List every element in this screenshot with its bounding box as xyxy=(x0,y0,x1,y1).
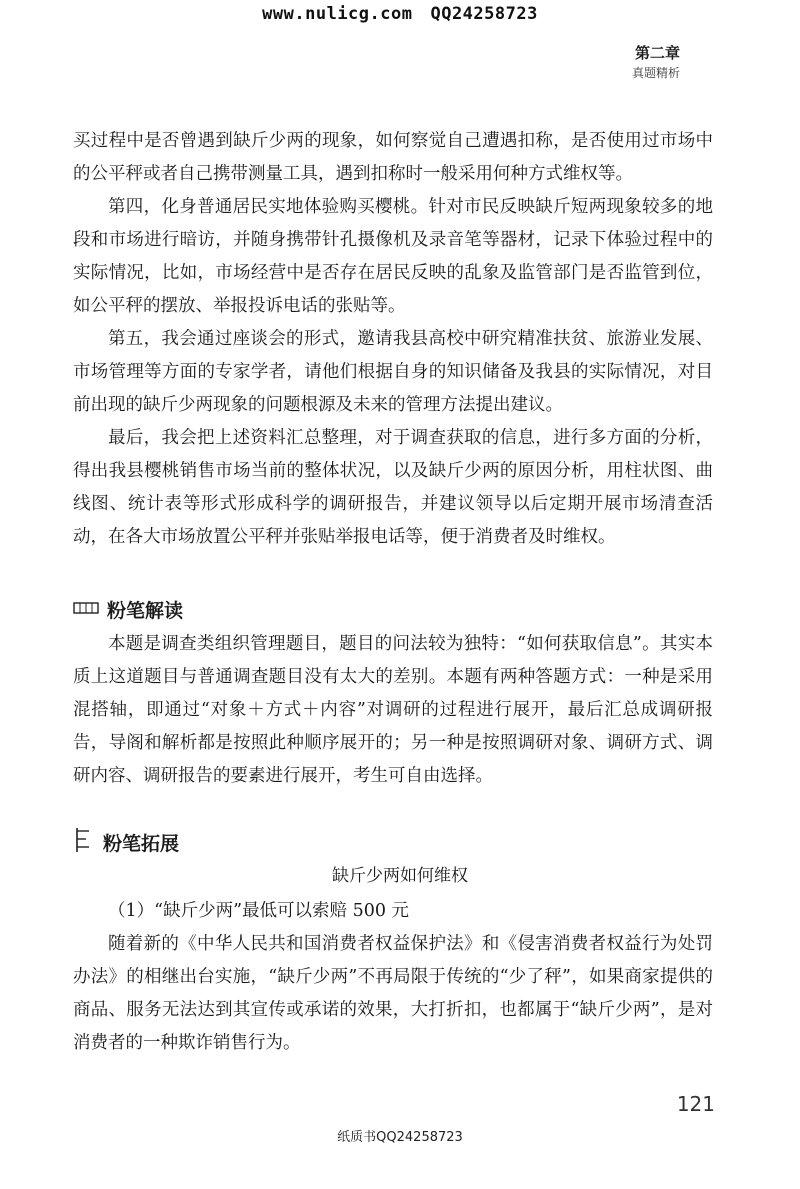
watermark-qq: QQ24258723 xyxy=(430,4,538,24)
chapter-header xyxy=(632,42,680,82)
bottom-watermark: 纸质书QQ24258723 xyxy=(337,1130,463,1145)
chapter-number: 第二章 xyxy=(634,44,680,62)
interpretation-title: 粉笔解读 xyxy=(107,600,184,622)
paragraph: 第五，我会通过座谈会的形式，邀请我县高校中研究精准扶贫、旅游业发展、市场管理等方面的专家学者，请他们根据自身的知识储备及我县的实际情况，对目前出现的缺斤少两现象的问题根源及未来的管理方法提出建议。 xyxy=(73,329,713,415)
extension-text xyxy=(73,895,713,1060)
pen-icon xyxy=(73,826,95,859)
watermark-site: www.nulicg.com xyxy=(262,4,413,24)
paragraph: 最后，我会把上述资料汇总整理，对于调查获取的信息，进行多方面的分析，得出我县樱桃销售市场当前的整体状况，以及缺斤少两的原因分析，用柱状图、曲线图、统计表等形式形成科学的调研报告，并建议领导以后定期开展市场清查活动，在各大市场放置公平秤并张贴举报电话等，便于消费者及时维权。 xyxy=(73,428,713,547)
extension-title: 粉笔拓展 xyxy=(103,833,180,855)
paragraph: 本题是调查类组织管理题目，题目的问法较为独特：“如何获取信息”。其实本质上这道题目与普通调查题目没有太大的差别。本题有两种答题方式：一种是采用混搭轴，即通过“对象＋方式＋内容”对调研的过程进行展开，最后汇总成调研报告，导阁和解析都是按照此种顺序展开的；另一种是按照调研对象、调研方式、调研内容、调研报告的要素进行展开，考生可自由选择。 xyxy=(73,634,713,786)
chapter-name: 真题精析 xyxy=(631,66,680,80)
main-text xyxy=(73,125,713,554)
page-number: 121 xyxy=(676,1092,715,1116)
paragraph: 随着新的《中华人民共和国消费者权益保护法》和《侵害消费者权益行为处罚办法》的相继出台实施，“缺斤少两”不再局限于传统的“少了秤”，如果商家提供的商品、服务无法达到其宣传或承诺的效果，大打折扣，也都属于“缺斤少两”，是对消费者的一种欺诈销售行为。 xyxy=(73,934,713,1053)
paragraph: 买过程中是否曾遇到缺斤少两的现象，如何察觉自己遭遇扣称，是否使用过市场中的公平秤或者自己携带测量工具，遇到扣称时一般采用何种方式维权等。 xyxy=(73,131,713,184)
top-watermark xyxy=(0,4,800,24)
item-heading: （1）“缺斤少两”最低可以索赔 500 元 xyxy=(108,901,410,921)
extension-subtitle: 缺斤少两如何维权 xyxy=(332,866,468,886)
paragraph: 第四，化身普通居民实地体验购买樱桃。针对市民反映缺斤短两现象较多的地段和市场进行暗访，并随身携带针孔摄像机及录音笔等器材，记录下体验过程中的实际情况，比如，市场经营中是否存在居民反映的乱象及监管部门是否监管到位，如公平秤的摆放、举报投诉电话的张贴等。 xyxy=(73,197,713,316)
extension-heading xyxy=(73,826,179,859)
interpretation-text xyxy=(73,628,713,793)
interpretation-heading xyxy=(73,596,183,623)
book-icon xyxy=(73,599,99,621)
